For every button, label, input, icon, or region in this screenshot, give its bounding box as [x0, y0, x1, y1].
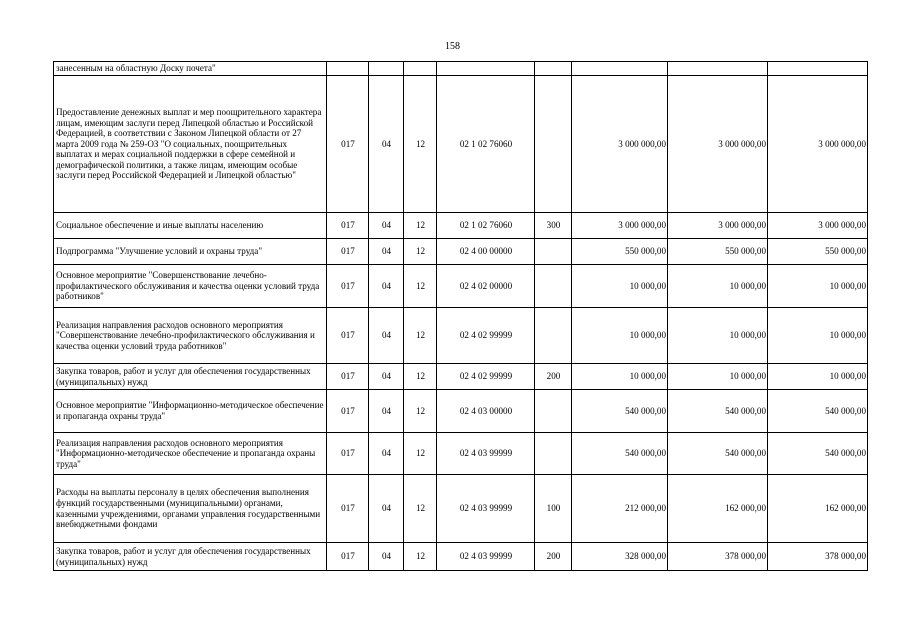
expense-type-code: 300: [535, 213, 572, 239]
target-article-code: 02 4 02 99999: [437, 364, 535, 390]
subsection-code: 12: [404, 390, 437, 433]
row-name: Предоставление денежных выплат и мер поощрительного характера лицам, имеющим заслуги перед Липецкой областью и Российской Федерацией, в соответствии с Законом Липецкой области от 27 марта 2009 года № 259-ОЗ "О социальных, поощрительных выплатах и мерах социальной поддержки в сфере семейной и демографической политики, а также лицам, имеющим особые заслуги перед Российской Федерацией и Липецкой областью": [54, 76, 327, 213]
expense-type-code: 200: [535, 364, 572, 390]
expense-type-code: [535, 390, 572, 433]
amount-year-2: 10 000,00: [668, 308, 768, 364]
expense-type-code: 200: [535, 543, 572, 571]
section-code: 04: [369, 308, 404, 364]
subsection-code: 12: [404, 213, 437, 239]
table-row: [54, 475, 868, 543]
target-article-code: 02 4 03 99999: [437, 433, 535, 475]
subsection-code: 12: [404, 475, 437, 543]
subsection-code: 12: [404, 308, 437, 364]
subsection-code: [404, 62, 437, 76]
table-row: [54, 265, 868, 308]
target-article-code: 02 4 02 00000: [437, 265, 535, 308]
table-row: [54, 390, 868, 433]
amount-year-2: 378 000,00: [668, 543, 768, 571]
amount-year-1: 3 000 000,00: [572, 76, 668, 213]
row-name: Реализация направления расходов основного мероприятия "Информационно-методическое обеспечение и пропаганда охраны труда": [54, 433, 327, 475]
amount-year-3: 540 000,00: [768, 390, 868, 433]
subsection-code: 12: [404, 265, 437, 308]
ministry-code: 017: [327, 239, 369, 265]
target-article-code: [437, 62, 535, 76]
target-article-code: 02 4 00 00000: [437, 239, 535, 265]
row-name: Подпрограмма "Улучшение условий и охраны труда": [54, 239, 327, 265]
target-article-code: 02 4 03 00000: [437, 390, 535, 433]
amount-year-1: 3 000 000,00: [572, 213, 668, 239]
amount-year-3: 3 000 000,00: [768, 76, 868, 213]
section-code: [369, 62, 404, 76]
amount-year-3: [768, 62, 868, 76]
amount-year-1: 328 000,00: [572, 543, 668, 571]
table-row: [54, 433, 868, 475]
row-name: Закупка товаров, работ и услуг для обеспечения государственных (муниципальных) нужд: [54, 364, 327, 390]
expense-type-code: [535, 239, 572, 265]
amount-year-2: 10 000,00: [668, 364, 768, 390]
section-code: 04: [369, 213, 404, 239]
row-name: Социальное обеспечение и иные выплаты населению: [54, 213, 327, 239]
section-code: 04: [369, 475, 404, 543]
amount-year-3: 10 000,00: [768, 308, 868, 364]
amount-year-3: 550 000,00: [768, 239, 868, 265]
amount-year-2: 3 000 000,00: [668, 76, 768, 213]
table-row: [54, 308, 868, 364]
amount-year-3: 378 000,00: [768, 543, 868, 571]
target-article-code: 02 4 03 99999: [437, 543, 535, 571]
amount-year-3: 10 000,00: [768, 265, 868, 308]
row-name: Основное мероприятие "Информационно-методическое обеспечение и пропаганда охраны труда": [54, 390, 327, 433]
table-row: [54, 213, 868, 239]
amount-year-2: [668, 62, 768, 76]
amount-year-2: 10 000,00: [668, 265, 768, 308]
table-row: [54, 76, 868, 213]
amount-year-1: 540 000,00: [572, 433, 668, 475]
page-number: 158: [445, 41, 460, 52]
expense-type-code: 100: [535, 475, 572, 543]
ministry-code: 017: [327, 543, 369, 571]
amount-year-1: 212 000,00: [572, 475, 668, 543]
amount-year-1: [572, 62, 668, 76]
amount-year-3: 10 000,00: [768, 364, 868, 390]
amount-year-1: 540 000,00: [572, 390, 668, 433]
subsection-code: 12: [404, 76, 437, 213]
section-code: 04: [369, 543, 404, 571]
section-code: 04: [369, 239, 404, 265]
expense-type-code: [535, 76, 572, 213]
amount-year-2: 3 000 000,00: [668, 213, 768, 239]
subsection-code: 12: [404, 364, 437, 390]
subsection-code: 12: [404, 433, 437, 475]
ministry-code: 017: [327, 433, 369, 475]
section-code: 04: [369, 364, 404, 390]
amount-year-1: 10 000,00: [572, 308, 668, 364]
amount-year-3: 3 000 000,00: [768, 213, 868, 239]
section-code: 04: [369, 433, 404, 475]
amount-year-2: 540 000,00: [668, 433, 768, 475]
row-name: Закупка товаров, работ и услуг для обеспечения государственных (муниципальных) нужд: [54, 543, 327, 571]
row-name: занесенным на областную Доску почета": [54, 62, 327, 76]
subsection-code: 12: [404, 239, 437, 265]
section-code: 04: [369, 390, 404, 433]
table-row: [54, 364, 868, 390]
expense-type-code: [535, 308, 572, 364]
target-article-code: 02 4 03 99999: [437, 475, 535, 543]
amount-year-1: 10 000,00: [572, 265, 668, 308]
ministry-code: 017: [327, 390, 369, 433]
amount-year-3: 540 000,00: [768, 433, 868, 475]
amount-year-2: 550 000,00: [668, 239, 768, 265]
expense-type-code: [535, 433, 572, 475]
target-article-code: 02 1 02 76060: [437, 76, 535, 213]
ministry-code: 017: [327, 265, 369, 308]
amount-year-1: 10 000,00: [572, 364, 668, 390]
row-name: Расходы на выплаты персоналу в целях обеспечения выполнения функций государственными (муниципальными) органами, казенными учреждениями, органами управления государственными внебюджетными фондами: [54, 475, 327, 543]
section-code: 04: [369, 76, 404, 213]
ministry-code: 017: [327, 76, 369, 213]
amount-year-3: 162 000,00: [768, 475, 868, 543]
amount-year-2: 540 000,00: [668, 390, 768, 433]
row-name: Основное мероприятие "Совершенствование лечебно-профилактического обслуживания и качества оценки условий труда работников": [54, 265, 327, 308]
ministry-code: 017: [327, 475, 369, 543]
table-row: [54, 62, 868, 76]
table-row: [54, 239, 868, 265]
row-name: Реализация направления расходов основного мероприятия "Совершенствование лечебно-профилактического обслуживания и качества оценки условий труда работников": [54, 308, 327, 364]
table-row: [54, 543, 868, 571]
ministry-code: 017: [327, 308, 369, 364]
amount-year-2: 162 000,00: [668, 475, 768, 543]
ministry-code: [327, 62, 369, 76]
expense-type-code: [535, 265, 572, 308]
ministry-code: 017: [327, 213, 369, 239]
target-article-code: 02 4 02 99999: [437, 308, 535, 364]
budget-table: [53, 61, 868, 571]
target-article-code: 02 1 02 76060: [437, 213, 535, 239]
ministry-code: 017: [327, 364, 369, 390]
expense-type-code: [535, 62, 572, 76]
subsection-code: 12: [404, 543, 437, 571]
amount-year-1: 550 000,00: [572, 239, 668, 265]
section-code: 04: [369, 265, 404, 308]
